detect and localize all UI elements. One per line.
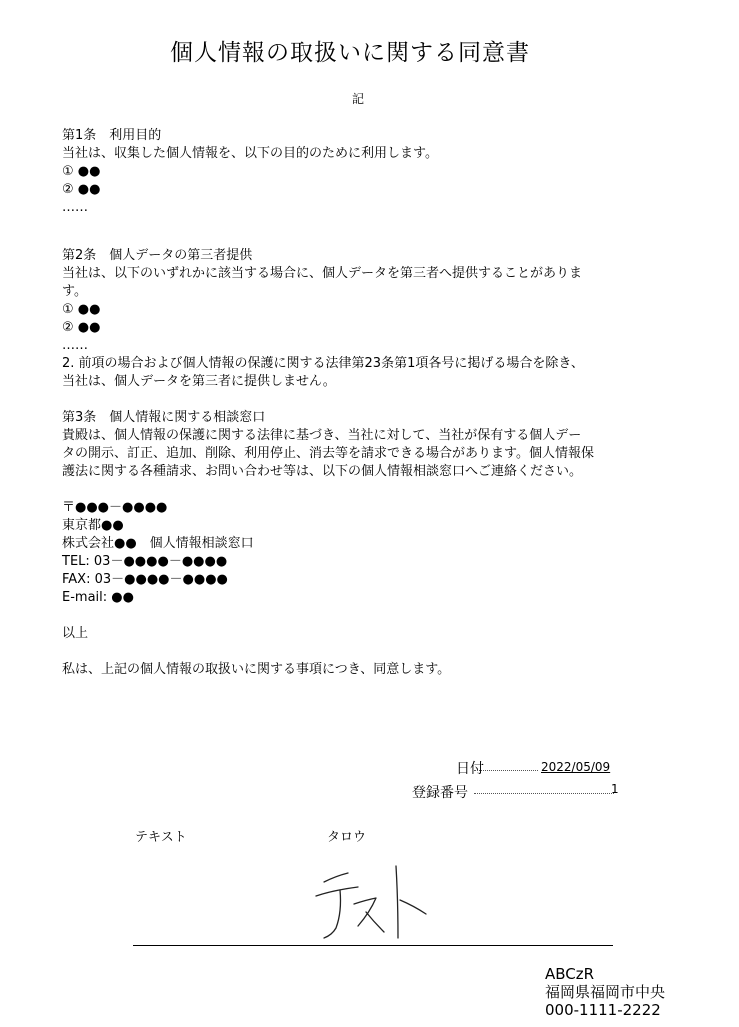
footer-address: 福岡県福岡市中央 bbox=[545, 983, 666, 1001]
registration-value: 1 bbox=[611, 782, 619, 796]
footer-company: ABCzR bbox=[545, 965, 595, 983]
article-2-text-2: す。 bbox=[62, 284, 87, 299]
article-1-item-1: ① ●● bbox=[62, 164, 101, 179]
article-3-heading: 第3条 個人情報に関する相談窓口 bbox=[62, 410, 266, 425]
article-1-text: 当社は、収集した個人情報を、以下の目的のために利用します。 bbox=[62, 146, 438, 161]
article-3-text-2: タの開示、訂正、追加、削除、利用停止、消去等を請求できる場合があります。個人情報保 bbox=[62, 446, 594, 461]
contact-fax: FAX: 03－●●●●－●●●● bbox=[62, 572, 228, 587]
date-dotted-leader bbox=[474, 770, 538, 771]
article-2-ellipsis: …… bbox=[62, 338, 88, 353]
registration-dotted-leader bbox=[474, 793, 614, 794]
article-2-item-2: ② ●● bbox=[62, 320, 101, 335]
contact-address: 東京都●● bbox=[62, 518, 124, 533]
document-body bbox=[62, 127, 682, 679]
ki-heading: 記 bbox=[351, 92, 364, 106]
postal-code: 〒●●●－●●●● bbox=[62, 500, 168, 515]
article-3-text-3: 護法に関する各種請求、お問い合わせ等は、以下の個人情報相談窓口へご連絡ください。 bbox=[62, 464, 583, 479]
article-2-heading: 第2条 個人データの第三者提供 bbox=[62, 248, 253, 263]
article-2-para-2-line-1: 2. 前項の場合および個人情報の保護に関する法律第23条第1項各号に掲げる場合を除き、 bbox=[62, 356, 584, 371]
consent-statement: 私は、上記の個人情報の取扱いに関する事項につき、同意します。 bbox=[62, 662, 451, 677]
document-title: 個人情報の取扱いに関する同意書 bbox=[170, 40, 530, 66]
article-1-ellipsis: …… bbox=[62, 200, 88, 215]
handwritten-signature bbox=[310, 860, 435, 944]
footer-phone: 000-1111-2222 bbox=[545, 1001, 661, 1019]
registration-label: 登録番号 bbox=[412, 785, 468, 801]
contact-email: E-mail: ●● bbox=[62, 590, 134, 605]
contact-company: 株式会社●● 個人情報相談窓口 bbox=[62, 536, 254, 551]
article-2-text-1: 当社は、以下のいずれかに該当する場合に、個人データを第三者へ提供することがありま bbox=[62, 266, 583, 281]
article-2-para-2-line-2: 当社は、個人データを第三者に提供しません。 bbox=[62, 374, 336, 389]
article-3-text-1: 貴殿は、個人情報の保護に関する法律に基づき、当社に対して、当社が保有する個人デー bbox=[62, 428, 582, 443]
contact-tel: TEL: 03－●●●●－●●●● bbox=[62, 554, 228, 569]
article-2-item-1: ① ●● bbox=[62, 302, 101, 317]
ijou-text: 以上 bbox=[62, 626, 89, 641]
date-value: 2022/05/09 bbox=[541, 760, 611, 774]
name-first: テキスト bbox=[135, 830, 187, 845]
footer-company-info bbox=[545, 965, 665, 1019]
name-last: タロウ bbox=[327, 830, 367, 845]
date-label: 日付 bbox=[456, 761, 484, 777]
article-1-item-2: ② ●● bbox=[62, 182, 101, 197]
signature-line bbox=[133, 945, 613, 946]
article-1-heading: 第1条 利用目的 bbox=[62, 128, 162, 143]
